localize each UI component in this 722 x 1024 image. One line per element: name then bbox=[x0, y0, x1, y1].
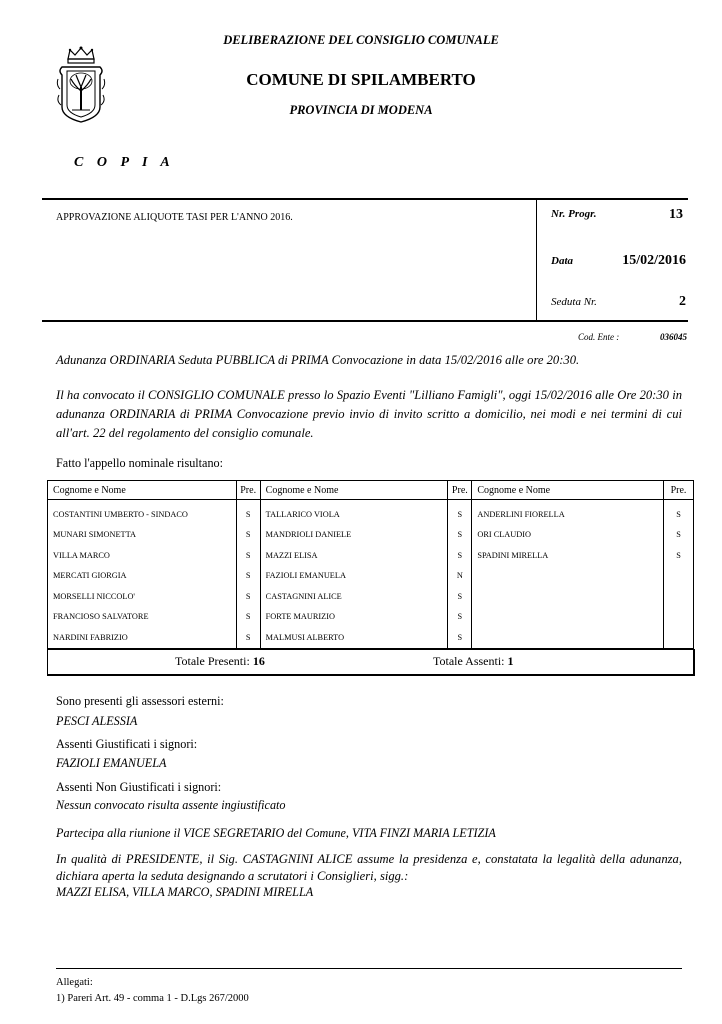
presence-cell bbox=[664, 586, 694, 607]
table-row bbox=[48, 525, 694, 546]
member-name-cell: SPADINI MIRELLA bbox=[472, 545, 664, 566]
footer-rule bbox=[56, 968, 682, 969]
document-type-title: DELIBERAZIONE DEL CONSIGLIO COMUNALE bbox=[223, 33, 499, 47]
presence-cell: S bbox=[448, 586, 472, 607]
member-name-cell: COSTANTINI UMBERTO - SINDACO bbox=[48, 504, 237, 525]
member-name-cell bbox=[472, 627, 664, 648]
table-row bbox=[48, 627, 694, 648]
presence-cell: S bbox=[236, 586, 260, 607]
session-number-label: Seduta Nr. bbox=[551, 296, 597, 308]
progressive-number-value: 13 bbox=[669, 207, 683, 222]
convocation-paragraph: Il ha convocato il CONSIGLIO COMUNALE presso lo Spazio Eventi "Lilliano Famigli", oggi 15/02/2016 alle Ore 20:30 in adunanza ORDINARIA di PRIMA Convocazione previo invio di invito scritto a domicilio, nei modi e nei termini di cui all'art. 22 del regolamento del consiglio comunale. bbox=[56, 388, 682, 440]
column-header-present: Pre. bbox=[664, 481, 694, 500]
progressive-number-label: Nr. Progr. bbox=[551, 208, 597, 220]
presence-cell: S bbox=[236, 607, 260, 628]
total-absent: Totale Assenti: 1 bbox=[433, 654, 514, 668]
presence-cell: S bbox=[448, 607, 472, 628]
member-name-cell: MAZZI ELISA bbox=[260, 545, 448, 566]
meta-divider bbox=[536, 200, 537, 322]
member-name-cell: FORTE MAURIZIO bbox=[260, 607, 448, 628]
presence-cell: S bbox=[448, 545, 472, 566]
member-name-cell: NARDINI FABRIZIO bbox=[48, 627, 237, 648]
member-name-cell: ORI CLAUDIO bbox=[472, 525, 664, 546]
column-header-name: Cognome e Nome bbox=[472, 481, 664, 500]
attachment-item: 1) Pareri Art. 49 - comma 1 - D.Lgs 267/2000 bbox=[56, 993, 249, 1004]
presence-cell: N bbox=[448, 566, 472, 587]
copy-mark: C O P I A bbox=[74, 155, 175, 170]
member-name-cell bbox=[472, 586, 664, 607]
attendance-header-row bbox=[48, 481, 694, 500]
total-present: Totale Presenti: 16 bbox=[175, 654, 265, 668]
member-name-cell: MERCATI GIORGIA bbox=[48, 566, 237, 587]
presence-cell: S bbox=[664, 525, 694, 546]
presence-cell: S bbox=[236, 566, 260, 587]
presence-cell: S bbox=[448, 504, 472, 525]
column-header-present: Pre. bbox=[448, 481, 472, 500]
member-name-cell: FRANCIOSO SALVATORE bbox=[48, 607, 237, 628]
municipality-name: COMUNE DI SPILAMBERTO bbox=[246, 70, 476, 89]
column-header-name: Cognome e Nome bbox=[48, 481, 237, 500]
presence-cell: S bbox=[664, 545, 694, 566]
column-header-name: Cognome e Nome bbox=[260, 481, 448, 500]
external-assessors-names: PESCI ALESSIA bbox=[56, 714, 138, 728]
table-row bbox=[48, 586, 694, 607]
entity-code-value: 036045 bbox=[660, 332, 687, 342]
member-name-cell: FAZIOLI EMANUELA bbox=[260, 566, 448, 587]
meeting-summary: Adunanza ORDINARIA Seduta PUBBLICA di PRIMA Convocazione in data 15/02/2016 alle ore 20:30. bbox=[56, 353, 580, 367]
attendance-totals bbox=[47, 649, 695, 676]
column-header-present: Pre. bbox=[236, 481, 260, 500]
president-statement: In qualità di PRESIDENTE, il Sig. CASTAGNINI ALICE assume la presidenza e, constatata la legalità della adunanza, dichiara aperta la seduta designando a scrutatori i Consiglieri, sigg.: bbox=[56, 852, 682, 883]
session-number-value: 2 bbox=[679, 294, 686, 309]
member-name-cell: CASTAGNINI ALICE bbox=[260, 586, 448, 607]
presence-cell bbox=[664, 607, 694, 628]
province-name: PROVINCIA DI MODENA bbox=[289, 103, 433, 117]
justified-absent-label: Assenti Giustificati i signori: bbox=[56, 737, 198, 751]
date-value: 15/02/2016 bbox=[622, 253, 686, 268]
table-row bbox=[48, 607, 694, 628]
presence-cell: S bbox=[448, 525, 472, 546]
member-name-cell: MUNARI SIMONETTA bbox=[48, 525, 237, 546]
presence-cell: S bbox=[236, 504, 260, 525]
scrutineers-names: MAZZI ELISA, VILLA MARCO, SPADINI MIRELLA bbox=[56, 885, 314, 899]
member-name-cell: ANDERLINI FIORELLA bbox=[472, 504, 664, 525]
roll-call-label: Fatto l'appello nominale risultano: bbox=[56, 456, 224, 470]
table-row bbox=[48, 566, 694, 587]
secretary-statement: Partecipa alla riunione il VICE SEGRETARIO del Comune, VITA FINZI MARIA LETIZIA bbox=[56, 826, 496, 840]
attendance-table bbox=[47, 480, 694, 649]
member-name-cell: TALLARICO VIOLA bbox=[260, 504, 448, 525]
presence-cell bbox=[664, 627, 694, 648]
presence-cell: S bbox=[236, 525, 260, 546]
presence-cell: S bbox=[664, 504, 694, 525]
member-name-cell bbox=[472, 566, 664, 587]
presence-cell bbox=[664, 566, 694, 587]
date-label: Data bbox=[551, 255, 573, 267]
top-rule bbox=[42, 198, 688, 200]
coat-of-arms-icon bbox=[56, 45, 106, 125]
external-assessors-label: Sono presenti gli assessori esterni: bbox=[56, 694, 224, 708]
table-row bbox=[48, 545, 694, 566]
presence-cell: S bbox=[236, 545, 260, 566]
attachments-label: Allegati: bbox=[56, 977, 93, 988]
deliberation-subject: APPROVAZIONE ALIQUOTE TASI PER L'ANNO 2016. bbox=[56, 212, 293, 223]
member-name-cell bbox=[472, 607, 664, 628]
member-name-cell: VILLA MARCO bbox=[48, 545, 237, 566]
bottom-rule bbox=[42, 320, 688, 322]
unjustified-absent-label: Assenti Non Giustificati i signori: bbox=[56, 780, 222, 794]
member-name-cell: MALMUSI ALBERTO bbox=[260, 627, 448, 648]
justified-absent-names: FAZIOLI EMANUELA bbox=[56, 756, 167, 770]
member-name-cell: MORSELLI NICCOLO' bbox=[48, 586, 237, 607]
entity-code-label: Cod. Ente : bbox=[578, 332, 620, 342]
presence-cell: S bbox=[448, 627, 472, 648]
unjustified-absent-names: Nessun convocato risulta assente ingiustificato bbox=[56, 798, 286, 812]
presence-cell: S bbox=[236, 627, 260, 648]
member-name-cell: MANDRIOLI DANIELE bbox=[260, 525, 448, 546]
table-row bbox=[48, 504, 694, 525]
